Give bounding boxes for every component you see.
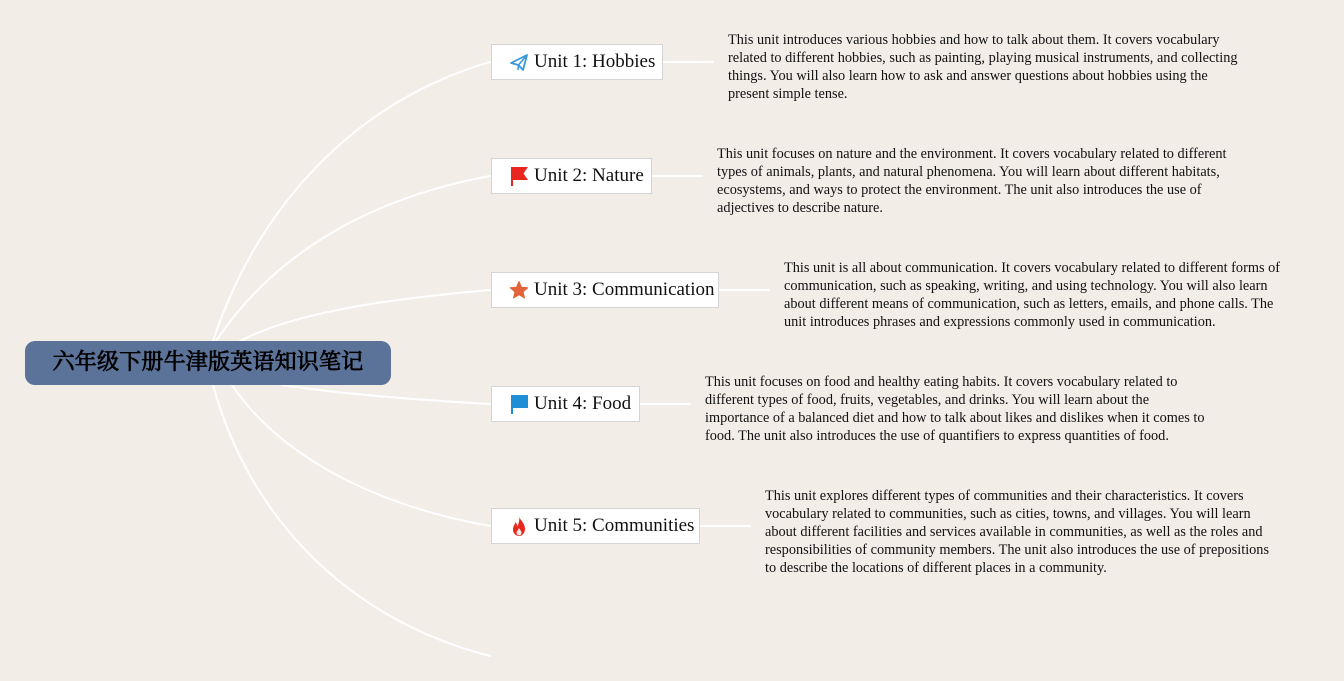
star-icon [509,279,529,301]
blue-flag-icon [509,393,529,415]
note-unit-1: This unit introduces various hobbies and how to talk about them. It covers vocabulary related to different hobbies, such as painting, playing musical instruments, and collecting things. You will also learn how to ask and answer questions about hobbies using the present simple tense. [728,32,1238,102]
branch-line-unit-2 [216,176,490,341]
note-unit-3: This unit is all about communication. It covers vocabulary related to different forms of communication, such as speaking, writing, and using technology. You will also learn about different means of communication, such as letters, emails, and phone calls. The unit introduces phrases and expressions commonly used in communication. [784,260,1281,330]
branch-line-extra [213,385,490,656]
branch-line-unit-3 [240,290,490,341]
topic-label: Unit 5: Communities [534,515,695,536]
note-unit-5: This unit explores different types of communities and their characteristics. It covers vocabulary related to communities, such as cities, towns, and villages. You will learn about different facilities and services available in communities, as well as the roles and responsibilities of community members. The unit also introduces the use of prepositions to describe the locations of different places in a community. [765,488,1270,576]
branch-line-unit-4 [282,385,490,404]
note-unit-2: This unit focuses on nature and the environment. It covers vocabulary related to different types of animals, plants, and natural phenomena. You will learn about different habitats, ecosystems, and ways to protect the environment. The unit also introduces the use of adjectives to describe nature. [717,146,1227,216]
topic-label: Unit 1: Hobbies [534,51,656,72]
topic-label: Unit 3: Communication [534,279,715,300]
topic-unit-5-communities[interactable] [491,508,700,544]
note-unit-4: This unit focuses on food and healthy eating habits. It covers vocabulary related to different types of food, fruits, vegetables, and drinks. You will learn about the importance of a balanced diet and how to talk about likes and dislikes when it comes to food. The unit also introduces the use of quantifiers to express quantities of food. [705,374,1205,444]
root-topic[interactable]: 六年级下册牛津版英语知识笔记 [25,341,391,385]
paper-plane-icon [509,51,529,73]
branch-line-unit-5 [232,385,490,526]
branch-line-unit-1 [213,62,490,341]
topic-unit-1-hobbies[interactable] [491,44,663,80]
fire-icon [509,515,529,537]
topic-unit-3-communication[interactable] [491,272,719,308]
topic-label: Unit 2: Nature [534,165,644,186]
topic-unit-4-food[interactable] [491,386,640,422]
topic-label: Unit 4: Food [534,393,632,414]
topic-unit-2-nature[interactable] [491,158,652,194]
red-flag-icon [509,165,529,187]
